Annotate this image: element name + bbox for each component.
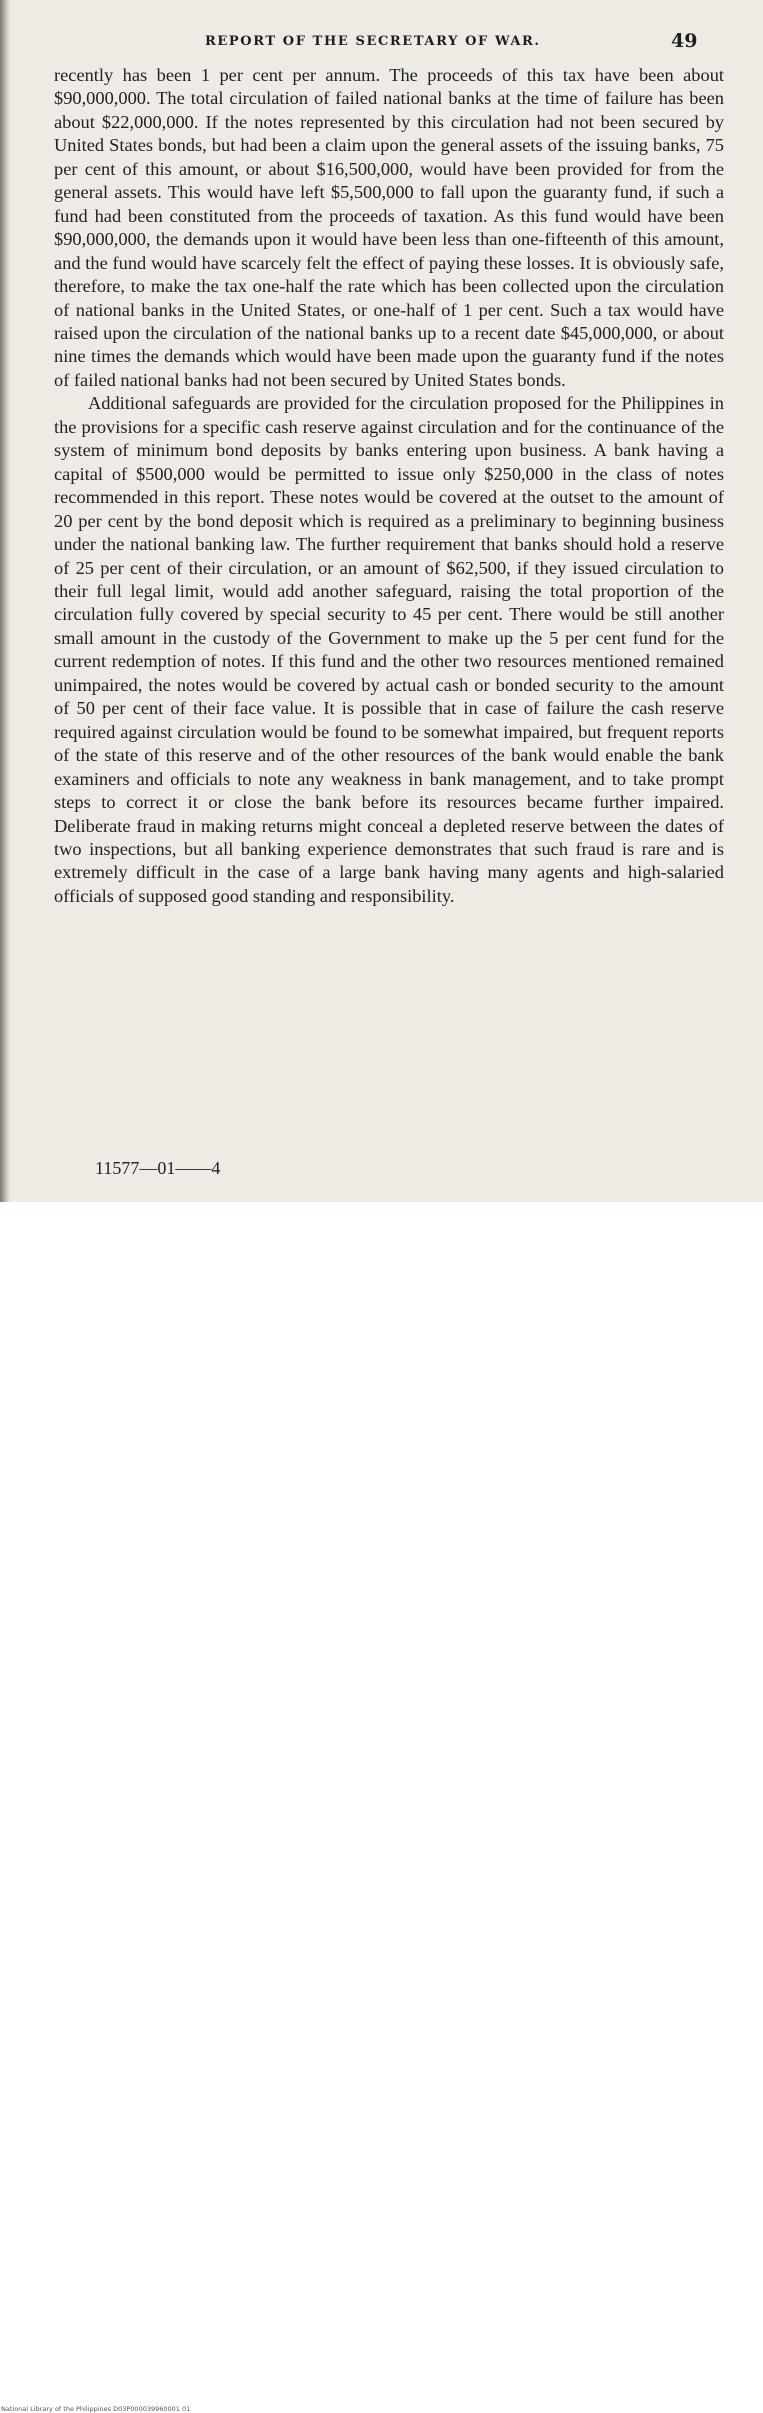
paragraph-2: Additional safeguards are provided for the circulation proposed for the Philippines in the provisions for a specific cash reserve against circulation and for the continuance of the system of minimum bond deposits by banks entering upon business. A bank having a capital of $500,000 would be permitted to issue only $250,000 in the class of notes recommended in this report. These notes would be covered at the outset to the amount of 20 per cent by the bond deposit which is required as a preliminary to beginning business under the national banking law. The further requirement that banks should hold a reserve of 25 per cent of their circulation, or an amount of $62,500, if they issued circulation to their full legal limit, would add another safeguard, raising the total proportion of the circulation fully covered by special security to 45 per cent. There would be still another small amount in the custody of the Government to make up the 5 per cent fund for the current redemption of notes. If this fund and the other two resources mentioned remained unimpaired, the notes would be covered by actual cash or bonded security to the amount of 50 per cent of their face value. It is possible that in case of failure the cash reserve required against circulation would be found to be somewhat impaired, but frequent reports of the state of this reserve and of the other resources of the bank would enable the bank examiners and officials to note any weakness in bank management, and to take prompt steps to correct it or close the bank before its resources became further impaired. Deliberate fraud in making returns might conceal a depleted reserve between the dates of two inspections, but all banking experience demonstrates that such fraud is rare and is extremely difficult in the case of a large bank having many agents and high-salaried officials of supposed good standing and responsibility. — [54, 393, 724, 906]
running-head — [0, 30, 763, 58]
running-title: REPORT OF THE SECRETARY OF WAR. — [205, 34, 541, 49]
binding-shadow — [0, 0, 10, 1214]
body-text — [54, 64, 724, 908]
page-number: 49 — [671, 30, 698, 52]
paragraph-1: recently has been 1 per cent per annum. The proceeds of this tax have been about $90,000,000. The total circulation of failed national banks at the time of failure has been about $22,000,000. If the notes represented by this circulation had not been secured by United States bonds, but had been a claim upon the general assets of the issuing banks, 75 per cent of this amount, or about $16,500,000, would have been provided for from the general assets. This would have left $5,500,000 to fall upon the guaranty fund, if such a fund had been constituted from the proceeds of taxation. As this fund would have been $90,000,000, the demands upon it would have been less than one-fifteenth of this amount, and the fund would have scarcely felt the effect of paying these losses. It is obviously safe, therefore, to make the tax one-half the rate which has been collected upon the circulation of national banks in the United States, or one-half of 1 per cent. Such a tax would have raised upon the circulation of the national banks up to a recent date $45,000,000, or about nine times the demands which would have been made upon the guaranty fund if the notes of failed national banks had not been secured by United States bonds. — [54, 65, 724, 390]
signature-mark: 11577—01——4 — [95, 1158, 221, 1178]
scan-watermark: National Library of the Philippines D03P000039960001 01 — [1, 2405, 191, 2413]
scan-footer — [0, 1202, 763, 2413]
